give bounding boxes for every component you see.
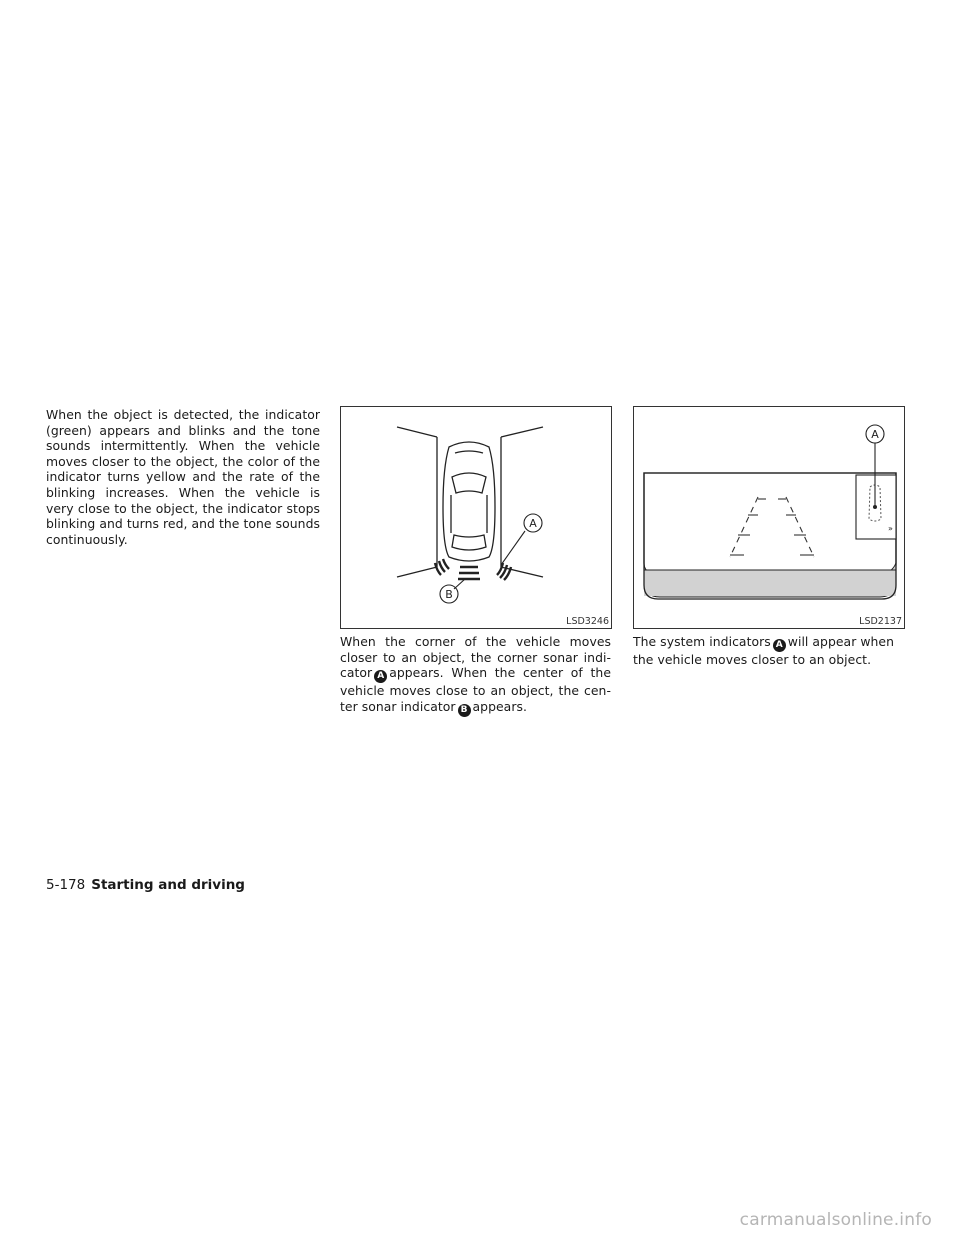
marker-a-icon: A bbox=[374, 670, 387, 683]
sonar-top-view-figure bbox=[340, 406, 612, 629]
sonar-mini-icon: » bbox=[888, 524, 893, 533]
camera-view-figure bbox=[633, 406, 905, 629]
figure-code: LSD3246 bbox=[566, 616, 609, 627]
paragraph-text: will appear when the vehicle moves closer to an object. bbox=[633, 634, 895, 667]
page-footer bbox=[46, 877, 245, 893]
corner-sonar-paragraph bbox=[340, 634, 611, 717]
watermark: carmanualsonline.info bbox=[739, 1210, 932, 1230]
intro-paragraph: When the object is detected, the indicator (green) appears and blinks and the tone sounds intermittently. When the vehicle moves closer to the object, the color of the indicator turns yellow and the rate of the blinking increases. When the vehicle is very close to the object, the indicator stops blinking and turns red, and the tone sounds continuously. bbox=[46, 407, 320, 547]
callout-a-label: A bbox=[529, 517, 537, 530]
system-indicators-paragraph bbox=[633, 634, 905, 668]
paragraph-text: The system indicators bbox=[633, 634, 771, 649]
paragraph-text: appears. bbox=[472, 698, 527, 714]
section-title: Starting and driving bbox=[91, 877, 245, 893]
sonar-top-view-illustration bbox=[341, 407, 611, 628]
figure-code: LSD2137 bbox=[859, 616, 902, 627]
callout-b-label: B bbox=[445, 588, 453, 601]
paragraph-text: appears. When the center of the vehicle moves close to an object, the cen-ter sonar indicator bbox=[340, 665, 611, 714]
paragraph-text: When the corner of the vehicle moves closer to an object, the corner sonar indi-cator bbox=[340, 634, 611, 681]
camera-view-illustration bbox=[634, 407, 904, 628]
marker-b-icon: B bbox=[458, 704, 471, 717]
marker-a-icon: A bbox=[773, 639, 786, 652]
page-number: 5-178 bbox=[46, 877, 86, 893]
callout-a-label: A bbox=[871, 428, 879, 441]
